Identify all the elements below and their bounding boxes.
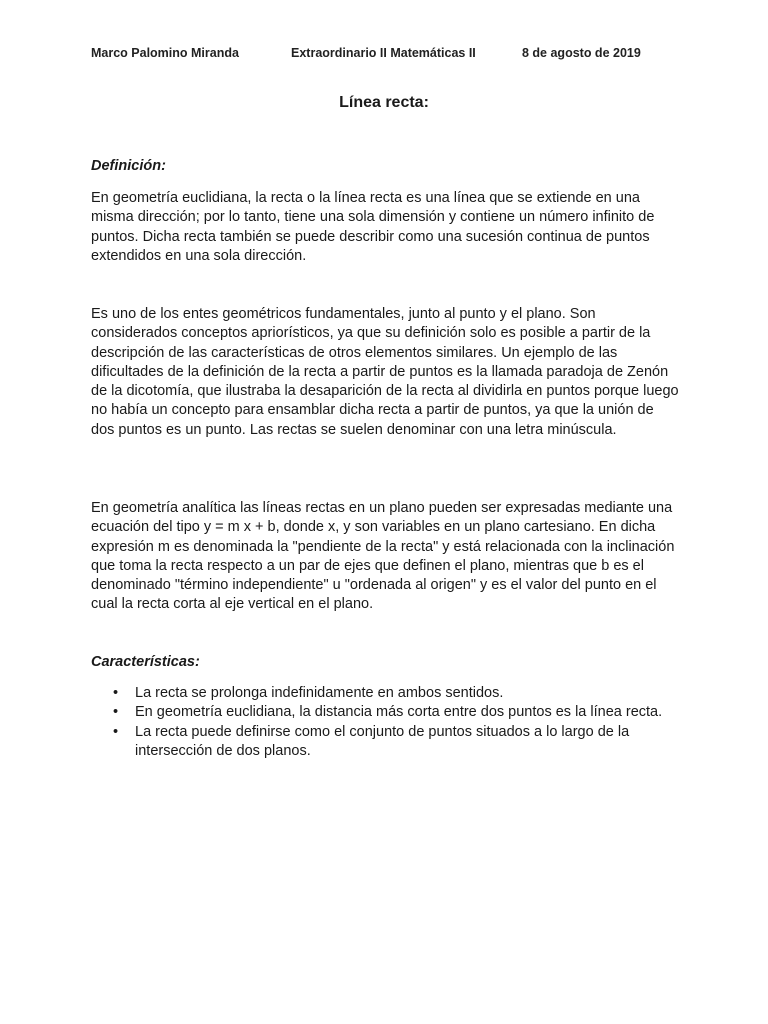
bullet-icon: •: [113, 704, 119, 721]
definition-heading: Definición:: [91, 158, 166, 174]
definition-paragraph-2: Es uno de los entes geométricos fundamentales, junto al punto y el plano. Son considerados conceptos apriorísticos, ya que su definición solo es posible a partir de la descripción de las características de otros elementos similares. Un ejemplo de las dificultades de la definición de la recta a partir de puntos es la llamada paradoja de Zenón de la dicotomía, que ilustraba la desaparición de la recta al dividirla en puntos porque luego no había un concepto para ensamblar dicha recta a partir de puntos, ya que la unión de dos puntos es un punto. Las rectas se suelen denominar con una letra minúscula.: [91, 306, 679, 438]
list-item: [91, 684, 681, 703]
definition-paragraph-3: En geometría analítica las líneas rectas en un plano pueden ser expresadas mediante una ecuación del tipo y = m x + b, donde x, y son variables en un plano cartesiano. En dicha expresión m es denominada la "pendiente de la recta" y está relacionada con la inclinación que toma la recta respecto a un par de ejes que definen el plano, mientras que b es el denominado "término independiente" u "ordenada al origen" y es el valor del punto en el cual la recta corta al eje vertical en el plano.: [91, 500, 675, 613]
definition-paragraph-1: En geometría euclidiana, la recta o la línea recta es una línea que se extiende en una misma dirección; por lo tanto, tiene una sola dimensión y contiene un número infinito de puntos. Dicha recta también se puede describir como una sucesión continua de puntos extendidos en una sola dirección.: [91, 190, 655, 264]
characteristics-heading: Características:: [91, 654, 200, 670]
bullet-icon: •: [113, 723, 119, 740]
header-date: 8 de agosto de 2019: [522, 46, 641, 60]
list-item-text: La recta se prolonga indefinidamente en ambos sentidos.: [135, 685, 504, 701]
list-item-text: En geometría euclidiana, la distancia más corta entre dos puntos es la línea recta.: [135, 704, 663, 721]
header-course: Extraordinario II Matemáticas II: [291, 46, 476, 60]
header-author: Marco Palomino Miranda: [91, 46, 239, 60]
characteristics-list: [91, 684, 681, 761]
list-item-text: La recta puede definirse como el conjunto de puntos situados a lo largo de la intersección de dos planos.: [135, 723, 630, 759]
bullet-icon: •: [113, 685, 119, 701]
document-title: Línea recta:: [339, 94, 429, 111]
list-item: [91, 723, 681, 762]
list-item: [91, 703, 681, 722]
page-header: [91, 46, 651, 64]
